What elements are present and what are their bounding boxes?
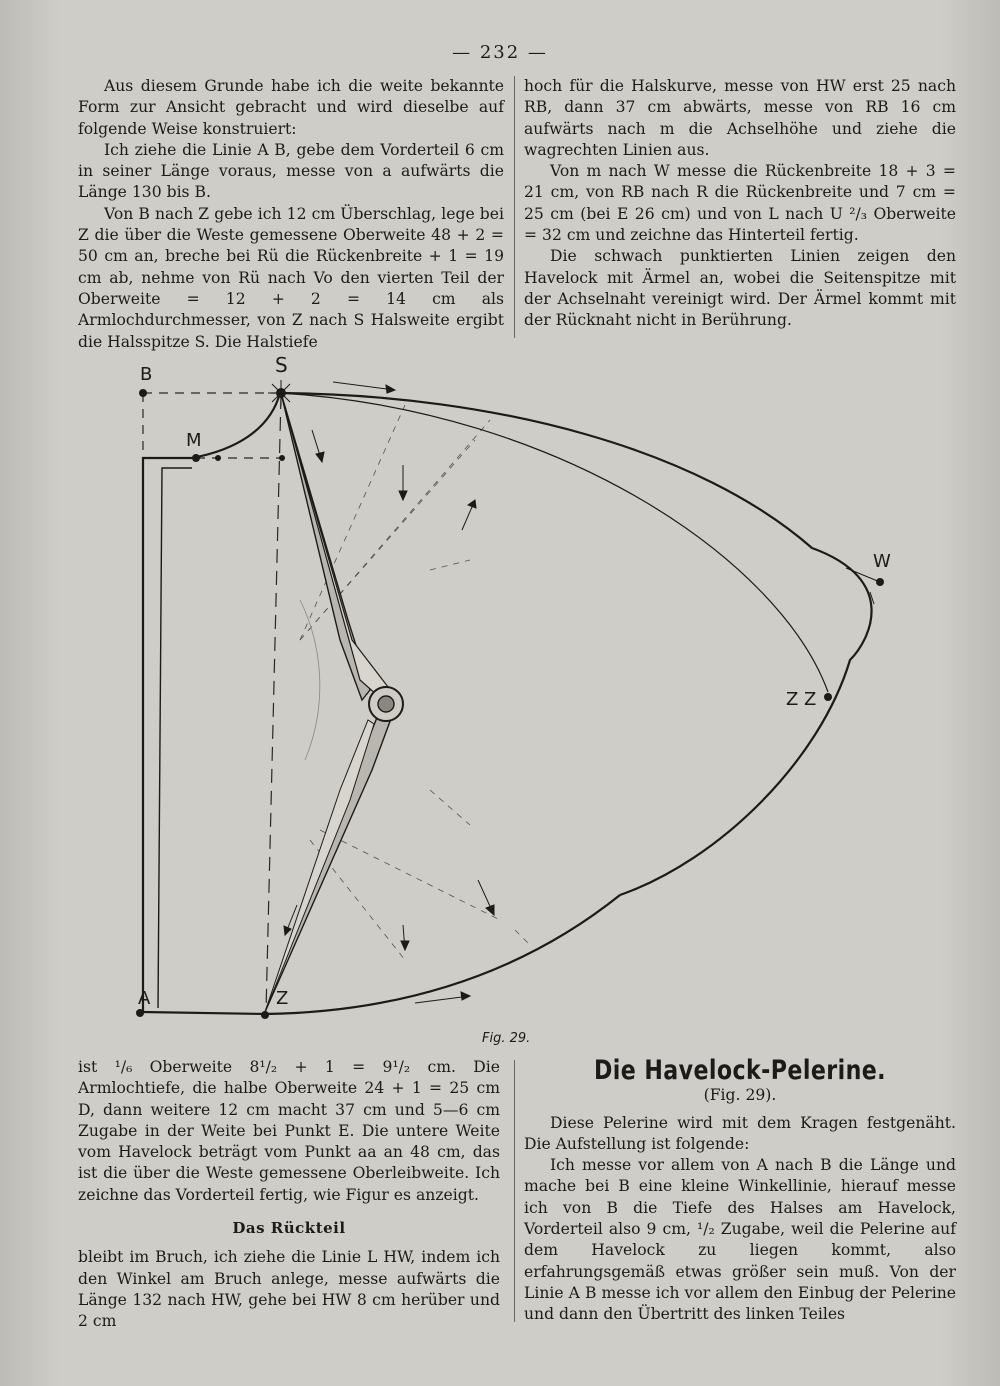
article-subtitle: (Fig. 29). bbox=[703, 1086, 777, 1105]
point-mid bbox=[279, 455, 285, 461]
label-b: B bbox=[140, 364, 153, 385]
inner-front-edge bbox=[158, 468, 192, 1008]
compass-drawing bbox=[265, 393, 403, 1012]
left-bottom-column bbox=[78, 1057, 500, 1333]
right-top-column bbox=[524, 76, 956, 332]
point-m2 bbox=[215, 455, 221, 461]
column-divider bbox=[514, 1060, 515, 1322]
page-number: — 232 — bbox=[452, 42, 548, 63]
column-divider bbox=[514, 76, 515, 338]
label-w: W bbox=[873, 551, 891, 572]
inner-curve bbox=[280, 393, 828, 692]
paragraph: Aus diesem Grunde habe ich die weite bekannte Form zur Ansicht gebracht und wird dieselbe auf folgende Weise konstruiert: bbox=[78, 77, 504, 138]
label-a: A bbox=[138, 988, 151, 1009]
label-s: S bbox=[275, 353, 288, 377]
paragraph: Diese Pelerine wird mit dem Kragen festgenäht. Die Aufstellung ist folgende: bbox=[524, 1113, 956, 1153]
paragraph: Die schwach punktierten Linien zeigen den Havelock mit Ärmel an, wobei die Seitenspitze mit der Achselnaht vereinigt wird. Der Ärmel kommt mit der Rücknaht nicht in Berührung. bbox=[524, 247, 956, 330]
paragraph: Ich ziehe die Linie A B, gebe dem Vorderteil 6 cm in seiner Länge voraus, messe von a aufwärts die Länge 130 bis B. bbox=[78, 140, 504, 202]
point-b bbox=[139, 389, 147, 397]
right-bottom-column bbox=[524, 1055, 956, 1326]
front-edge bbox=[143, 458, 192, 1012]
paragraph: bleibt im Bruch, ich ziehe die Linie L HW, indem ich den Winkel am Bruch anlege, messe aufwärts die Länge 132 nach HW, gehe bei HW 8 cm herüber und 2 cm bbox=[78, 1248, 500, 1331]
label-m: M bbox=[186, 430, 202, 451]
outer-curve bbox=[280, 393, 872, 895]
left-top-column bbox=[78, 76, 504, 353]
point-m bbox=[192, 454, 200, 462]
section-heading: Das Rückteil bbox=[232, 1219, 346, 1238]
point-z bbox=[261, 1011, 269, 1019]
pattern-diagram bbox=[0, 340, 1000, 1060]
label-zz: Z Z bbox=[786, 689, 817, 710]
neck-curve bbox=[192, 393, 280, 458]
paragraph: hoch für die Halskurve, messe von HW erst 25 nach RB, dann 37 cm abwärts, messe von RB 16 cm aufwärts nach m die Achselhöhe und ziehe die wagrechten Linien aus. bbox=[524, 77, 956, 159]
paragraph: Von m nach W messe die Rückenbreite 18 + 3 = 21 cm, von RB nach R die Rückenbreite und 7 cm = 25 cm (bei E 26 cm) und von L nach U ²/₃ Oberweite = 32 cm und zeichne das Hinterteil fertig. bbox=[524, 162, 956, 245]
pattern-figure bbox=[0, 340, 1000, 1060]
label-z: Z bbox=[276, 988, 289, 1009]
article-title: Die Havelock-Pelerine. bbox=[593, 1055, 886, 1086]
line-s-vertical bbox=[266, 395, 281, 1012]
point-zz bbox=[824, 693, 832, 701]
paragraph: Von B nach Z gebe ich 12 cm Überschlag, lege bei Z die über die Weste gemessene Oberweite 48 + 2 = 50 cm an, breche bei Rü die Rückenbreite + 1 = 19 cm ab, nehme von Rü nach Vo den vierten Teil der Oberweite = 12 + 2 = 14 cm als Armlochdurchmesser, von Z nach S Halsweite ergibt die Halsspitze S. Die Halstiefe bbox=[78, 204, 504, 351]
bottom-edge bbox=[143, 895, 620, 1014]
paragraph: ist ¹/₆ Oberweite 8¹/₂ + 1 = 9¹/₂ cm. Die Armlochtiefe, die halbe Oberweite 24 + 1 = 25 cm D, dann weitere 12 cm macht 37 cm und 5—6 cm Zugabe in der Weite bei Punkt E. Die untere Weite vom Havelock beträgt vom Punkt aa an 48 cm, das ist die über die Weste gemessene Oberleibweite. Ich zeichne das Vorderteil fertig, wie Figur es anzeigt. bbox=[78, 1058, 500, 1204]
figure-caption: Fig. 29. bbox=[482, 1031, 531, 1046]
paragraph: Ich messe vor allem von A nach B die Länge und mache bei B eine kleine Winkellinie, hierauf messe ich von B die Tiefe des Halses am Havelock, Vorderteil also 9 cm, ¹/₂ Zugabe, weil die Pelerine auf dem Havelock zu liegen kommt, also erfahrungsgemäß etwas größer sein muß. Von der Linie A B messe ich vor allem den Einbug der Pelerine und dann den Übertritt des linken Teiles bbox=[524, 1156, 956, 1324]
point-a bbox=[136, 1009, 144, 1017]
